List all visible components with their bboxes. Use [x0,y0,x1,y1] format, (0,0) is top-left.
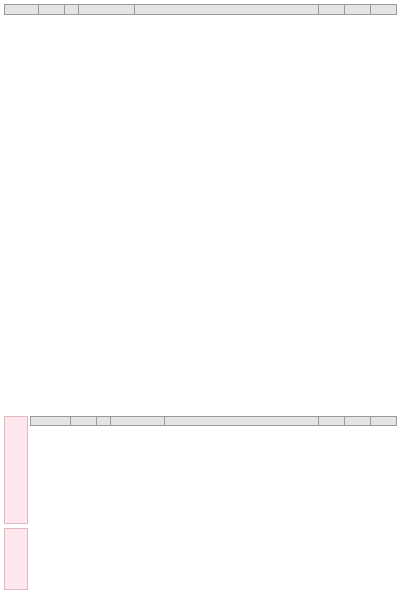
table-header-row [31,417,397,426]
header-dept [5,5,39,15]
header-remark [79,5,135,15]
clinic-notice-banner-text [5,529,27,589]
header-title [97,417,111,426]
header-am [345,5,371,15]
header-all-day [319,417,345,426]
header-remark [111,417,165,426]
expert-schedule-table-bottom [30,416,397,426]
schedule-notice [6,402,394,412]
clinic-notes [30,528,396,588]
header-title [65,5,79,15]
hospital-banner [4,416,28,524]
header-name [39,5,65,15]
hospital-banner-text [5,417,27,523]
header-pm [371,417,397,426]
header-all-day [319,5,345,15]
notes-column-registration [123,528,212,588]
table-header-row [5,5,397,15]
notes-column-hours [30,528,119,588]
header-name [71,417,97,426]
header-pm [371,5,397,15]
header-dept [31,417,71,426]
header-specialty [165,417,319,426]
header-specialty [135,5,319,15]
notes-column-rules [215,528,304,588]
expert-schedule-table-top [4,4,397,15]
clinic-notice-banner [4,528,28,590]
header-am [345,417,371,426]
notes-column-contact [308,528,397,588]
